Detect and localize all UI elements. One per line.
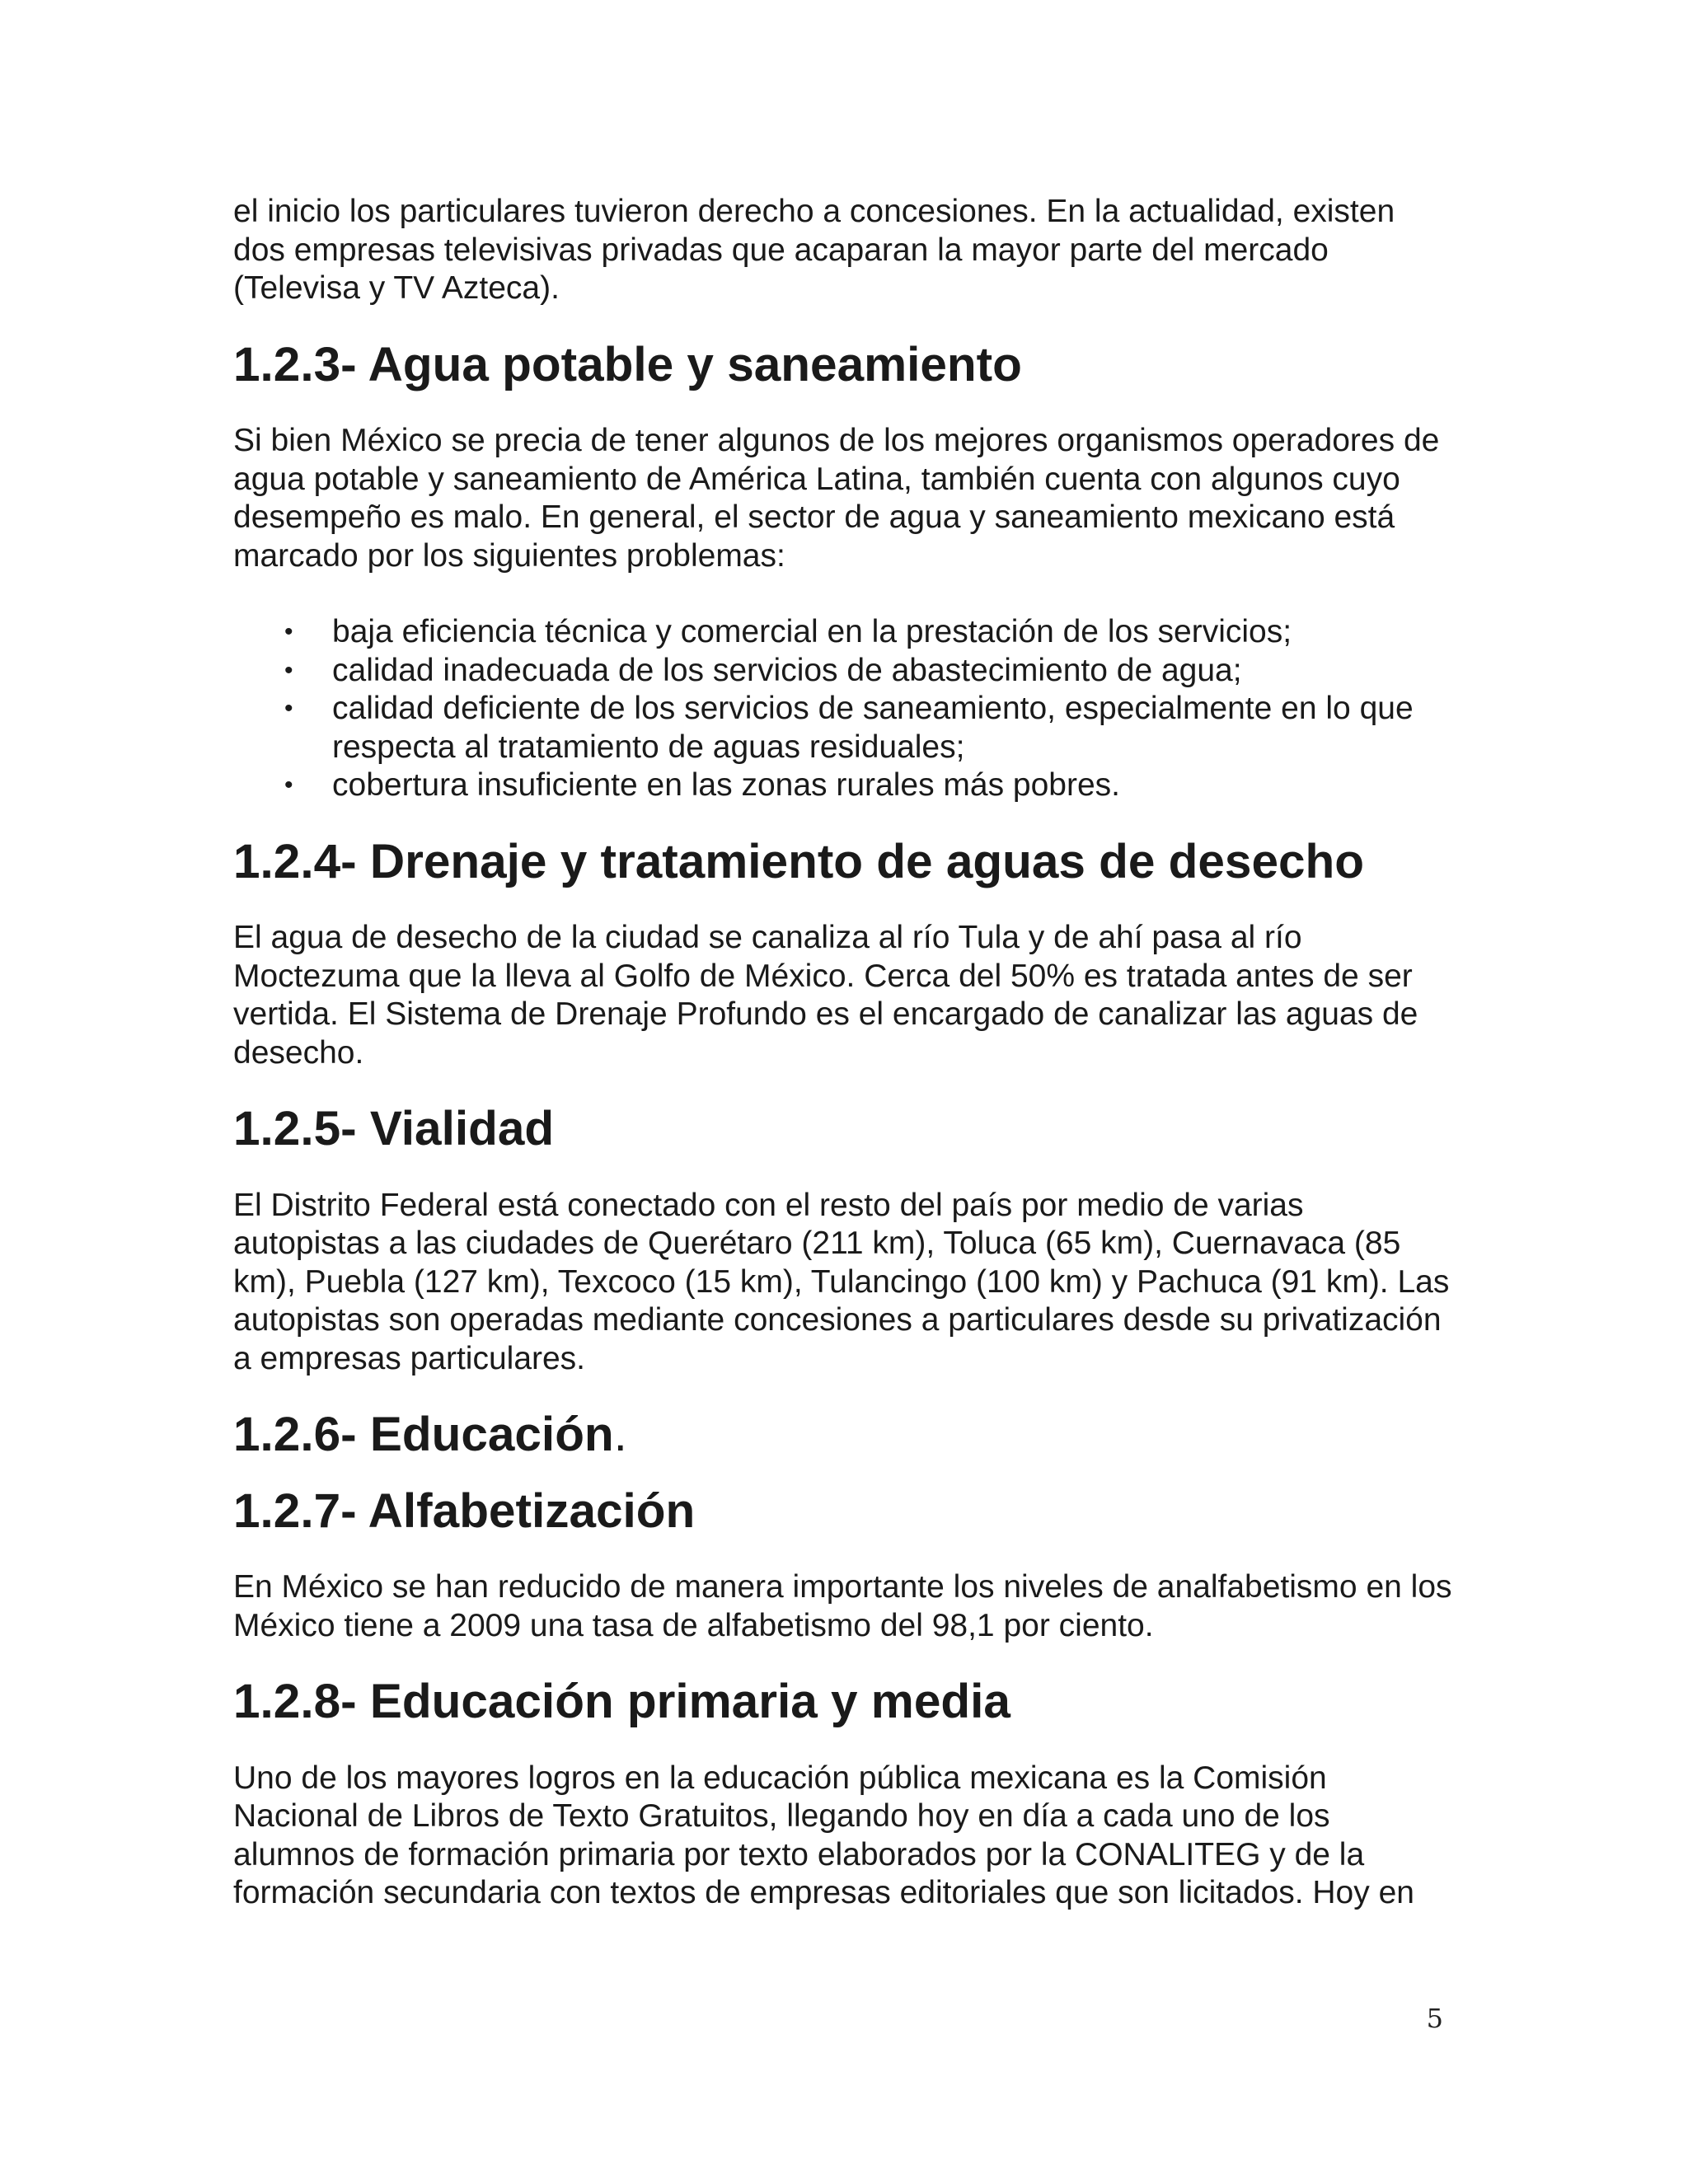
heading-trailing-period: . <box>613 1408 627 1461</box>
section-paragraph-1-2-3: Si bien México se precia de tener algunos de los mejores organismos operadores de agua potable y saneamiento de América Latina, también cuenta con algunos cuyo desempeño es malo. En general, el sector de agua y saneamiento mexicano está marcado por los siguientes problemas: <box>233 423 1440 574</box>
problems-bullet-list <box>233 613 1453 805</box>
bullet-text: baja eficiencia técnica y comercial en la prestación de los servicios; <box>332 614 1292 649</box>
bullet-dot-icon: • <box>284 695 293 722</box>
bullet-item <box>233 690 1453 766</box>
section-paragraph-1-2-8: Uno de los mayores logros en la educación pública mexicana es la Comisión Nacional de Libros de Texto Gratuitos, llegando hoy en día a cada uno de los alumnos de formación primaria por texto elaborados por la CONALITEG y de la formación secundaria con textos de empresas editoriales que son licitados. Hoy en <box>233 1760 1414 1910</box>
bullet-dot-icon: • <box>284 771 293 799</box>
section-paragraph-1-2-4: El agua de desecho de la ciudad se canaliza al río Tula y de ahí pasa al río Moctezuma que la lleva al Golfo de México. Cerca del 50% es tratada antes de ser vertida. El Sistema de Drenaje Profundo es el encargado de canalizar las aguas de desecho. <box>233 920 1418 1071</box>
section-heading-1-2-6 <box>233 1408 1453 1461</box>
intro-paragraph: el inicio los particulares tuvieron derecho a concesiones. En la actualidad, existen dos empresas televisivas privadas que acaparan la mayor parte del mercado (Televisa y TV Azteca). <box>233 194 1395 306</box>
bullet-item <box>233 652 1453 691</box>
section-heading-1-2-7: 1.2.7- Alfabetización <box>233 1483 696 1538</box>
bullet-dot-icon: • <box>284 618 293 645</box>
bullet-item <box>233 613 1453 652</box>
bullet-item <box>233 766 1453 805</box>
section-paragraph-1-2-7: En México se han reducido de manera importante los niveles de analfabetismo en los México tiene a 2009 una tasa de alfabetismo del 98,1 por ciento. <box>233 1569 1452 1643</box>
section-heading-1-2-4: 1.2.4- Drenaje y tratamiento de aguas de desecho <box>233 834 1365 888</box>
section-heading-1-2-3: 1.2.3- Agua potable y saneamiento <box>233 337 1022 391</box>
section-heading-1-2-5: 1.2.5- Vialidad <box>233 1102 555 1155</box>
section-paragraph-1-2-5: El Distrito Federal está conectado con el resto del país por medio de varias autopistas a las ciudades de Querétaro (211 km), Toluca (65 km), Cuernavaca (85 km), Puebla (127 km), Texcoco (15 km), Tulancingo (100 km) y Pachuca (91 km). Las autopistas son operadas mediante concesiones a particulares desde su privatización a empresas particulares. <box>233 1187 1450 1376</box>
section-heading-1-2-8: 1.2.8- Educación primaria y media <box>233 1675 1010 1728</box>
page-body <box>233 193 1453 1913</box>
heading-text: 1.2.6- Educación <box>233 1408 614 1461</box>
page-number: 5 <box>1426 2003 1443 2034</box>
bullet-text: calidad deficiente de los servicios de saneamiento, especialmente en lo que respecta al tratamiento de aguas residuales; <box>332 691 1414 765</box>
bullet-text: cobertura insuficiente en las zonas rurales más pobres. <box>332 767 1120 803</box>
bullet-dot-icon: • <box>284 656 293 684</box>
bullet-text: calidad inadecuada de los servicios de abastecimiento de agua; <box>332 652 1242 688</box>
